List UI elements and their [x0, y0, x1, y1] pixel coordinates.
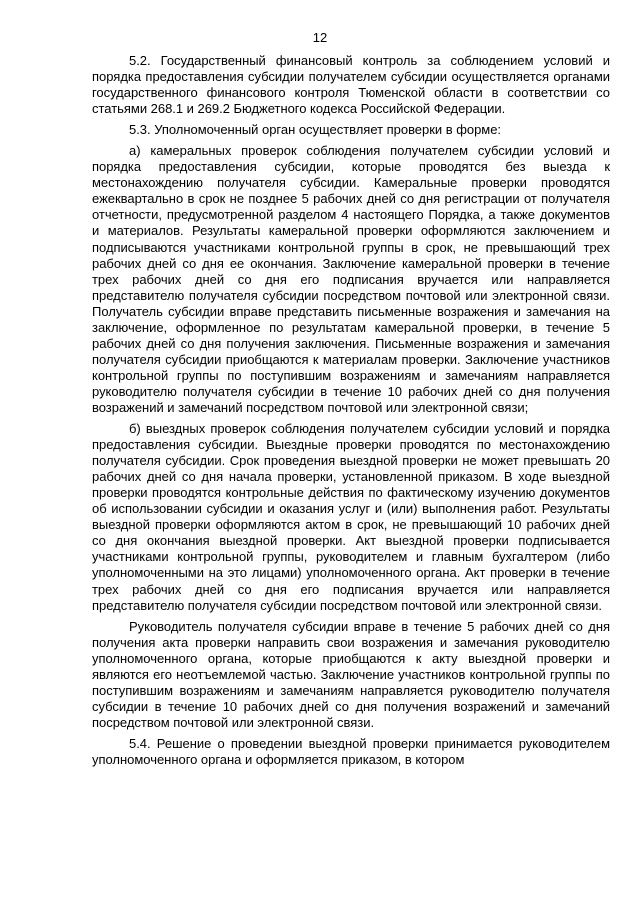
- paragraph-5-2: 5.2. Государственный финансовый контроль за соблюдением условий и порядка предоставления субсидии получателем субсидии осуществляется органами государственного финансового контроля Тюменской области в соответствии со статьями 268.1 и 269.2 Бюджетного кодекса Российской Федерации.: [92, 53, 610, 117]
- page-number: 12: [312, 30, 328, 45]
- paragraph-objections: Руководитель получателя субсидии вправе в течение 5 рабочих дней со дня получения акта проверки направить свои возражения и замечания руководителю уполномоченного органа, которые приобщаются к акту выездной проверки и являются его неотъемлемой частью. Заключение участников контрольной группы по поступившим возражениям и замечаниям направляется руководителю получателя субсидии в течение 10 рабочих дней со дня получения возражений и замечаний посредством почтовой или электронной связи.: [92, 618, 610, 730]
- document-body: [92, 53, 610, 773]
- paragraph-5-3-a: а) камеральных проверок соблюдения получателем субсидии условий и порядка предоставления субсидии, которые проводятся без выезда к местонахождению получателя субсидии. Камеральные проверки проводятся ежеквартально в срок не позднее 5 рабочих дней со дня регистрации от получателя отчетности, предусмотренной разделом 4 настоящего Порядка, а также документов и материалов. Результаты камеральной проверки оформляются заключением и подписываются участниками контрольной группы в срок, не превышающий трех рабочих дней со дня ее окончания. Заключение камеральной проверки в течение трех рабочих дней со дня его подписания вручается или направляется представителю получателя субсидии посредством почтовой или электронной связи. Получатель субсидии вправе представить письменные возражения и замечания на заключение, оформленное по результатам камеральной проверки, в течение 5 рабочих дней со дня получения заключения. Письменные возражения и замечания получателя субсидии приобщаются к материалам проверки. Заключение участников контрольной группы по поступившим возражениям и замечаниям направляется руководителю получателя субсидии в течение 10 рабочих дней со дня получения возражений и замечаний посредством почтовой или электронной связи;: [92, 143, 610, 415]
- paragraph-5-3: 5.3. Уполномоченный орган осуществляет проверки в форме:: [129, 122, 502, 138]
- paragraph-5-3-b: б) выездных проверок соблюдения получателем субсидии условий и порядка предоставления субсидии. Выездные проверки проводятся по местонахождению получателя субсидии. Срок проведения выездной проверки не может превышать 20 рабочих дней со дня начала проверки, установленной приказом. В ходе выездной проверки проводятся контрольные действия по фактическому изучению документов об использовании субсидии и оказания услуг и (или) выполнения работ. Результаты выездной проверки оформляются актом в срок, не превышающий 10 рабочих дней со дня окончания выездной проверки. Акт выездной проверки подписывается участниками контрольной группы, руководителем и главным бухгалтером (либо уполномоченными на это лицами) уполномоченного органа. Акт проверки в течение трех рабочих дней со дня его подписания вручается или направляется представителю получателя субсидии посредством почтовой или электронной связи.: [92, 421, 610, 613]
- paragraph-5-4: 5.4. Решение о проведении выездной проверки принимается руководителем уполномоченного органа и оформляется приказом, в котором: [92, 735, 610, 767]
